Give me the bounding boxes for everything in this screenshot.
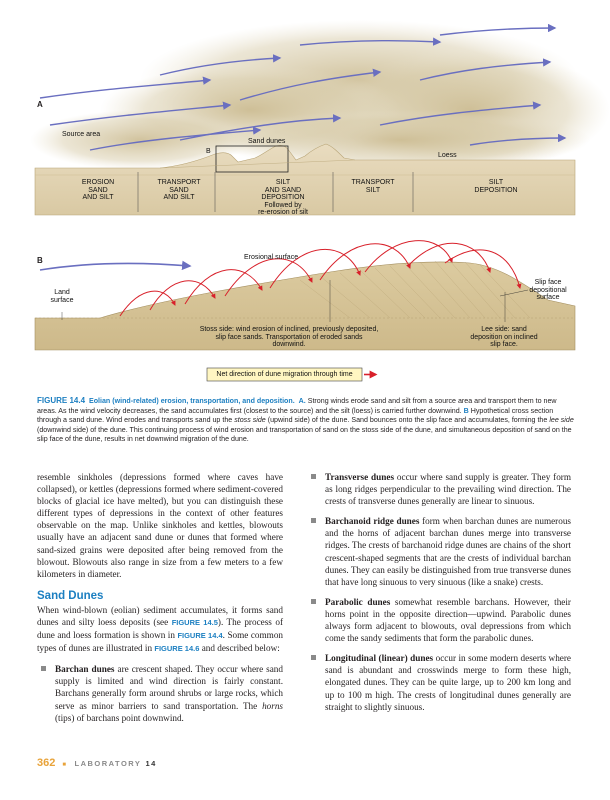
caption-part-b-text-2: (upwind side) of the dune. Sand bounces onto the slip face and accumulates, forming the [267,416,548,425]
barchan-text-2: (tips) of barchans point downwind. [55,712,184,723]
caption-stoss-side: stoss side [234,416,266,425]
stage-silt-deposition: SILT DEPOSITION [474,179,518,194]
bullet-barchanoid [307,515,571,588]
bullet-transverse [307,471,571,507]
caption-figure-number: FIGURE 14.4 [37,396,86,405]
footer-separator: ■ [62,762,68,768]
caption-part-b-letter: B [463,406,469,415]
bullet-barchan [37,663,283,723]
stage-erosion: EROSION SAND AND SILT [81,179,115,201]
page-number: 362 [37,757,56,769]
label-net-direction: Net direction of dune migration through time [216,371,353,378]
sand-dunes-heading: Sand Dunes [37,589,104,602]
label-loess: Loess [438,152,457,159]
panel-b-letter: B [37,256,43,265]
parabolic-term: Parabolic dunes [325,596,391,607]
caption-part-a-letter: A. [298,397,306,405]
bullet-square-icon [311,655,316,660]
footer-lab-number: 14 [145,759,157,768]
blowouts-paragraph: resemble sinkholes (depressions formed where caves have collapsed), or kettles (depressions formed where sediment-covered blocks of glacial ice have melted), but you can distinguish these different types of depressions in the context of other features observable on the map. Unlike sinkholes and kettles, blowouts usually have an adjacent sand dune or dunes that formed where sand-sized grains were deposited after being removed from the blowout. Blowouts also range in size from a few meters to a few kilometers in diameter. [37,472,283,579]
label-erosional-surface: Erosional surface [244,254,299,261]
intro-text-b: ). The process of dune and loess formation is shown in [37,616,284,641]
caption-title: Eolian (wind-related) erosion, transportation, and deposition. [88,397,295,405]
caption-part-b-text-1: Hypothetical cross section through a sand dune. Wind erodes and transports sand up the [37,406,554,425]
panel-b-wind [40,263,190,270]
caption-part-b-text-3: (downwind side) of the dune. This continuing process of wind erosion and transportation of sand on the stoss side of the dune, and simultaneous deposition of sand on the slip face of the dune, results in net downwind migration of the dune. [37,425,572,444]
figure-14-4 [0,0,610,390]
stage-deposition: SILT AND SAND DEPOSITION Followed by re-erosion of silt [258,179,308,216]
bullet-square-icon [41,666,46,671]
ref-figure-14-5[interactable]: FIGURE 14.5 [171,617,218,627]
right-column [307,471,571,721]
label-lee-side: Lee side: sand deposition on inclined slip face. [470,326,538,348]
label-slip-face: Slip face depositional surface [529,279,567,301]
ref-figure-14-6[interactable]: FIGURE 14.6 [154,644,200,654]
left-column [37,471,283,732]
barchanoid-term: Barchanoid ridge dunes [325,516,420,527]
transverse-text: occur where sand supply is greater. They form as long ridges perpendicular to the prevailing wind direction. The crests of transverse dunes generally are linear to sinuous. [325,472,572,507]
footer-section: LABORATORY [74,759,142,768]
intro-text-a: When wind-blown (eolian) sediment accumulates, it forms sand dunes and silty loess deposits (see [37,604,283,627]
bullet-longitudinal [307,652,571,712]
ref-figure-14-4[interactable]: FIGURE 14.4 [177,631,223,641]
parabolic-text: somewhat resemble barchans. However, their horns point in the opposite direction—upwind. Parabolic dunes always form adjacent to blowouts, oval depressions from which come the sandy sediments that form the parabolic dunes. [325,596,571,644]
label-stoss-side: Stoss side: wind erosion of inclined, previously deposited, slip face sands. Transportation of eroded sands downwind. [199,326,379,348]
longitudinal-term: Longitudinal (linear) dunes [325,653,434,664]
bullet-square-icon [311,474,316,479]
bullet-square-icon [311,599,316,604]
intro-text-d: and described below: [201,643,280,654]
bullet-parabolic [307,596,571,644]
transverse-term: Transverse dunes [325,472,395,482]
stage-transport-sand: TRANSPORT SAND AND SILT [157,179,201,201]
barchan-horns: horns [262,700,283,711]
label-source-area: Source area [62,131,101,138]
caption-lee-side: lee side [549,416,574,425]
barchan-text-1: are crescent shaped. They occur where sand supply is limited and wind direction is fairly constant. Barchans generally form around shrubs or large rocks, which serve as minor barriers to sand transportation. The [55,664,283,711]
stage-transport-silt: TRANSPORT SILT [351,179,395,194]
panel-a-letter: A [37,100,43,109]
sand-dunes-intro [37,604,283,655]
barchanoid-text: form when barchan dunes are numerous and the horns of adjacent barchan dunes merge into transverse ridges. The crests of barchanoid ridge dunes are chains of the short crescent-shaped segments that are the crests of individual barchan dunes. They can easily be distinguished from true transverse dunes that have long sinuous to very sinuous (like a snake) crests. [325,516,571,587]
label-sand-dunes: Sand dunes [248,138,286,145]
caption-part-a-text: Strong winds erode sand and silt from a source area and transport them to new areas. As the wind velocity decreases, the sand accumulates first (closest to the source) and the silt (loess) is carried further downwind. [37,397,557,415]
barchan-term: Barchan dunes [55,664,115,675]
longitudinal-text: occur in some modern deserts where sand is abundant and crosswinds merge to form these high, elongated dunes. They can be quite large, up to 200 km long and up to 100 m high. The crests of longitudinal dunes generally are straight to slightly sinuous. [325,653,572,712]
bullet-square-icon [311,518,316,523]
intro-text-c: . Some common types of dunes are illustrated in [37,630,284,654]
label-land-surface: Land surface [50,289,74,304]
figure-caption [37,396,577,445]
label-inset-b: B [206,148,211,155]
page-footer [37,753,337,769]
